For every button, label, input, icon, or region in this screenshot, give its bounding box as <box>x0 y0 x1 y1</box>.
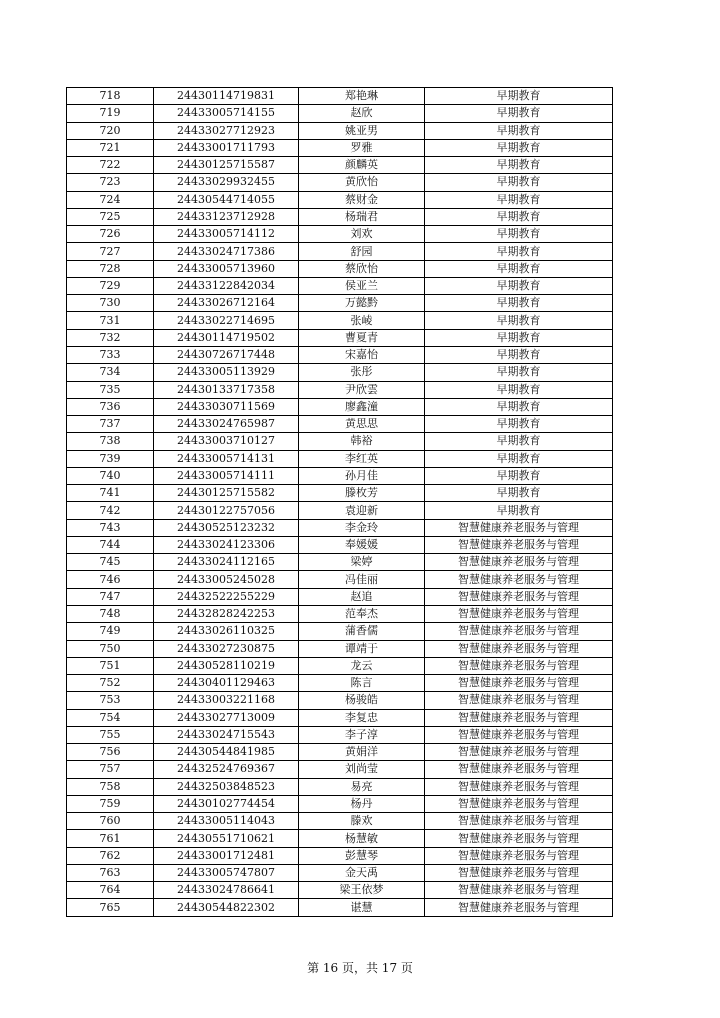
table-row <box>67 122 613 139</box>
table-row <box>67 295 613 312</box>
row-number-cell: 759 <box>67 795 154 812</box>
row-number-cell: 762 <box>67 847 154 864</box>
exam-id-cell: 24433027713009 <box>154 709 299 726</box>
table-row <box>67 882 613 899</box>
row-number-cell: 726 <box>67 226 154 243</box>
student-name-cell: 彭慧琴 <box>299 847 425 864</box>
table-row <box>67 191 613 208</box>
exam-id-cell: 24433024765987 <box>154 416 299 433</box>
student-name-cell: 龙云 <box>299 657 425 674</box>
table-row <box>67 381 613 398</box>
table-row <box>67 778 613 795</box>
major-cell: 智慧健康养老服务与管理 <box>425 709 613 726</box>
student-name-cell: 梁婷 <box>299 554 425 571</box>
major-cell: 智慧健康养老服务与管理 <box>425 536 613 553</box>
exam-id-cell: 24430544714055 <box>154 191 299 208</box>
student-name-cell: 杨丹 <box>299 795 425 812</box>
major-cell: 早期教育 <box>425 450 613 467</box>
student-name-cell: 宋嘉怡 <box>299 346 425 363</box>
table-row <box>67 761 613 778</box>
student-name-cell: 韩裕 <box>299 433 425 450</box>
row-number-cell: 754 <box>67 709 154 726</box>
exam-id-cell: 24433027712923 <box>154 122 299 139</box>
major-cell: 早期教育 <box>425 502 613 519</box>
table-row <box>67 899 613 916</box>
table-row <box>67 536 613 553</box>
table-row <box>67 847 613 864</box>
row-number-cell: 736 <box>67 398 154 415</box>
major-cell: 早期教育 <box>425 122 613 139</box>
student-name-cell: 李复忠 <box>299 709 425 726</box>
major-cell: 智慧健康养老服务与管理 <box>425 554 613 571</box>
exam-id-cell: 24430551710621 <box>154 830 299 847</box>
student-name-cell: 颜麟英 <box>299 157 425 174</box>
student-name-cell: 李金玲 <box>299 519 425 536</box>
table-row <box>67 744 613 761</box>
table-row <box>67 502 613 519</box>
major-cell: 早期教育 <box>425 208 613 225</box>
major-cell: 早期教育 <box>425 398 613 415</box>
student-name-cell: 孙月佳 <box>299 467 425 484</box>
row-number-cell: 728 <box>67 260 154 277</box>
row-number-cell: 757 <box>67 761 154 778</box>
row-number-cell: 743 <box>67 519 154 536</box>
table-row <box>67 346 613 363</box>
exam-id-cell: 24433001712481 <box>154 847 299 864</box>
major-cell: 智慧健康养老服务与管理 <box>425 519 613 536</box>
table-row <box>67 243 613 260</box>
major-cell: 智慧健康养老服务与管理 <box>425 623 613 640</box>
student-name-cell: 蒲香儒 <box>299 623 425 640</box>
exam-id-cell: 24430544841985 <box>154 744 299 761</box>
row-number-cell: 735 <box>67 381 154 398</box>
table-row <box>67 519 613 536</box>
student-name-cell: 金天禹 <box>299 864 425 881</box>
table-row <box>67 640 613 657</box>
exam-id-cell: 24433030711569 <box>154 398 299 415</box>
major-cell: 智慧健康养老服务与管理 <box>425 778 613 795</box>
exam-id-cell: 24430125715587 <box>154 157 299 174</box>
row-number-cell: 756 <box>67 744 154 761</box>
table-row <box>67 450 613 467</box>
exam-id-cell: 24433022714695 <box>154 312 299 329</box>
table-row <box>67 398 613 415</box>
exam-id-cell: 24433001711793 <box>154 139 299 156</box>
table-row <box>67 174 613 191</box>
exam-id-cell: 24433026110325 <box>154 623 299 640</box>
student-name-cell: 张彤 <box>299 364 425 381</box>
exam-id-cell: 24430114719831 <box>154 88 299 105</box>
row-number-cell: 760 <box>67 813 154 830</box>
row-number-cell: 719 <box>67 105 154 122</box>
major-cell: 智慧健康养老服务与管理 <box>425 571 613 588</box>
exam-id-cell: 24430122757056 <box>154 502 299 519</box>
row-number-cell: 725 <box>67 208 154 225</box>
row-number-cell: 748 <box>67 605 154 622</box>
student-name-cell: 奉媛媛 <box>299 536 425 553</box>
exam-id-cell: 24433005713960 <box>154 260 299 277</box>
student-name-cell: 袁迎新 <box>299 502 425 519</box>
major-cell: 早期教育 <box>425 416 613 433</box>
exam-id-cell: 24433029932455 <box>154 174 299 191</box>
table-row <box>67 208 613 225</box>
student-name-cell: 张崚 <box>299 312 425 329</box>
row-number-cell: 753 <box>67 692 154 709</box>
row-number-cell: 740 <box>67 467 154 484</box>
row-number-cell: 744 <box>67 536 154 553</box>
major-cell: 智慧健康养老服务与管理 <box>425 588 613 605</box>
student-name-cell: 范奉杰 <box>299 605 425 622</box>
exam-id-cell: 24430125715582 <box>154 485 299 502</box>
exam-id-cell: 24433123712928 <box>154 208 299 225</box>
row-number-cell: 751 <box>67 657 154 674</box>
row-number-cell: 732 <box>67 329 154 346</box>
exam-id-cell: 24430401129463 <box>154 675 299 692</box>
major-cell: 智慧健康养老服务与管理 <box>425 640 613 657</box>
exam-id-cell: 24433005245028 <box>154 571 299 588</box>
row-number-cell: 733 <box>67 346 154 363</box>
exam-id-cell: 24430528110219 <box>154 657 299 674</box>
student-name-cell: 冯佳丽 <box>299 571 425 588</box>
major-cell: 智慧健康养老服务与管理 <box>425 657 613 674</box>
major-cell: 智慧健康养老服务与管理 <box>425 675 613 692</box>
major-cell: 智慧健康养老服务与管理 <box>425 744 613 761</box>
exam-id-cell: 24433003221168 <box>154 692 299 709</box>
major-cell: 智慧健康养老服务与管理 <box>425 813 613 830</box>
page-number: 第 16 页，共 17 页 <box>307 961 413 975</box>
row-number-cell: 745 <box>67 554 154 571</box>
student-list-table <box>66 87 613 917</box>
table-row <box>67 554 613 571</box>
table-body <box>67 88 613 917</box>
table-row <box>67 813 613 830</box>
row-number-cell: 729 <box>67 277 154 294</box>
exam-id-cell: 24433005714111 <box>154 467 299 484</box>
table-row <box>67 675 613 692</box>
row-number-cell: 749 <box>67 623 154 640</box>
student-name-cell: 陈言 <box>299 675 425 692</box>
table-row <box>67 157 613 174</box>
student-name-cell: 杨慧敏 <box>299 830 425 847</box>
table-row <box>67 433 613 450</box>
row-number-cell: 747 <box>67 588 154 605</box>
table-row <box>67 795 613 812</box>
major-cell: 早期教育 <box>425 243 613 260</box>
student-name-cell: 罗雅 <box>299 139 425 156</box>
student-name-cell: 侯亚兰 <box>299 277 425 294</box>
table-row <box>67 364 613 381</box>
exam-id-cell: 24433005114043 <box>154 813 299 830</box>
student-name-cell: 姚亚男 <box>299 122 425 139</box>
major-cell: 早期教育 <box>425 346 613 363</box>
student-name-cell: 滕欢 <box>299 813 425 830</box>
major-cell: 智慧健康养老服务与管理 <box>425 847 613 864</box>
major-cell: 早期教育 <box>425 174 613 191</box>
student-name-cell: 郑艳琳 <box>299 88 425 105</box>
student-name-cell: 廖鑫潼 <box>299 398 425 415</box>
major-cell: 早期教育 <box>425 139 613 156</box>
exam-id-cell: 24430544822302 <box>154 899 299 916</box>
major-cell: 早期教育 <box>425 329 613 346</box>
table-row <box>67 260 613 277</box>
table-row <box>67 623 613 640</box>
exam-id-cell: 24430525123232 <box>154 519 299 536</box>
exam-id-cell: 24433005113929 <box>154 364 299 381</box>
exam-id-cell: 24433024715543 <box>154 726 299 743</box>
row-number-cell: 739 <box>67 450 154 467</box>
exam-id-cell: 24430133717358 <box>154 381 299 398</box>
row-number-cell: 722 <box>67 157 154 174</box>
major-cell: 早期教育 <box>425 191 613 208</box>
table-row <box>67 605 613 622</box>
table-row <box>67 571 613 588</box>
student-name-cell: 万懿黔 <box>299 295 425 312</box>
row-number-cell: 727 <box>67 243 154 260</box>
exam-id-cell: 24432522255229 <box>154 588 299 605</box>
row-number-cell: 741 <box>67 485 154 502</box>
exam-id-cell: 24433005714112 <box>154 226 299 243</box>
student-name-cell: 刘欢 <box>299 226 425 243</box>
exam-id-cell: 24433005714155 <box>154 105 299 122</box>
row-number-cell: 721 <box>67 139 154 156</box>
row-number-cell: 764 <box>67 882 154 899</box>
major-cell: 早期教育 <box>425 277 613 294</box>
major-cell: 智慧健康养老服务与管理 <box>425 795 613 812</box>
table-row <box>67 709 613 726</box>
major-cell: 早期教育 <box>425 226 613 243</box>
table-row <box>67 726 613 743</box>
student-name-cell: 尹欣雲 <box>299 381 425 398</box>
student-name-cell: 杨瑞君 <box>299 208 425 225</box>
major-cell: 早期教育 <box>425 381 613 398</box>
row-number-cell: 746 <box>67 571 154 588</box>
row-number-cell: 752 <box>67 675 154 692</box>
major-cell: 智慧健康养老服务与管理 <box>425 605 613 622</box>
major-cell: 智慧健康养老服务与管理 <box>425 899 613 916</box>
table-row <box>67 485 613 502</box>
row-number-cell: 737 <box>67 416 154 433</box>
student-name-cell: 蔡欣怡 <box>299 260 425 277</box>
major-cell: 早期教育 <box>425 105 613 122</box>
exam-id-cell: 24430102774454 <box>154 795 299 812</box>
row-number-cell: 758 <box>67 778 154 795</box>
exam-id-cell: 24433024123306 <box>154 536 299 553</box>
row-number-cell: 720 <box>67 122 154 139</box>
exam-id-cell: 24433024112165 <box>154 554 299 571</box>
student-name-cell: 蔡财金 <box>299 191 425 208</box>
exam-id-cell: 24432503848523 <box>154 778 299 795</box>
row-number-cell: 730 <box>67 295 154 312</box>
table-row <box>67 139 613 156</box>
student-name-cell: 杨骏皓 <box>299 692 425 709</box>
student-name-cell: 赵追 <box>299 588 425 605</box>
exam-id-cell: 24433003710127 <box>154 433 299 450</box>
row-number-cell: 755 <box>67 726 154 743</box>
row-number-cell: 763 <box>67 864 154 881</box>
table-row <box>67 830 613 847</box>
student-name-cell: 刘尚莹 <box>299 761 425 778</box>
major-cell: 早期教育 <box>425 295 613 312</box>
student-name-cell: 谌慧 <box>299 899 425 916</box>
student-name-cell: 黄娟洋 <box>299 744 425 761</box>
row-number-cell: 765 <box>67 899 154 916</box>
major-cell: 早期教育 <box>425 433 613 450</box>
table-row <box>67 692 613 709</box>
major-cell: 智慧健康养老服务与管理 <box>425 864 613 881</box>
row-number-cell: 734 <box>67 364 154 381</box>
major-cell: 早期教育 <box>425 88 613 105</box>
table-row <box>67 864 613 881</box>
row-number-cell: 742 <box>67 502 154 519</box>
exam-id-cell: 24433005714131 <box>154 450 299 467</box>
student-name-cell: 曹夏青 <box>299 329 425 346</box>
exam-id-cell: 24430114719502 <box>154 329 299 346</box>
exam-id-cell: 24433026712164 <box>154 295 299 312</box>
exam-id-cell: 24433122842034 <box>154 277 299 294</box>
exam-id-cell: 24430726717448 <box>154 346 299 363</box>
student-name-cell: 黄思思 <box>299 416 425 433</box>
major-cell: 智慧健康养老服务与管理 <box>425 882 613 899</box>
major-cell: 早期教育 <box>425 312 613 329</box>
row-number-cell: 738 <box>67 433 154 450</box>
major-cell: 智慧健康养老服务与管理 <box>425 692 613 709</box>
table-row <box>67 657 613 674</box>
exam-id-cell: 24432524769367 <box>154 761 299 778</box>
student-name-cell: 舒园 <box>299 243 425 260</box>
major-cell: 早期教育 <box>425 157 613 174</box>
row-number-cell: 761 <box>67 830 154 847</box>
major-cell: 早期教育 <box>425 260 613 277</box>
major-cell: 智慧健康养老服务与管理 <box>425 761 613 778</box>
table-row <box>67 329 613 346</box>
student-name-cell: 梁王依梦 <box>299 882 425 899</box>
table-row <box>67 88 613 105</box>
student-name-cell: 易亮 <box>299 778 425 795</box>
student-name-cell: 李红英 <box>299 450 425 467</box>
exam-id-cell: 24433005747807 <box>154 864 299 881</box>
table-row <box>67 226 613 243</box>
table-row <box>67 588 613 605</box>
exam-id-cell: 24433024786641 <box>154 882 299 899</box>
major-cell: 早期教育 <box>425 364 613 381</box>
exam-id-cell: 24433027230875 <box>154 640 299 657</box>
exam-id-cell: 24433024717386 <box>154 243 299 260</box>
table-row <box>67 277 613 294</box>
table-row <box>67 312 613 329</box>
student-name-cell: 李子淳 <box>299 726 425 743</box>
major-cell: 智慧健康养老服务与管理 <box>425 726 613 743</box>
table-row <box>67 105 613 122</box>
student-name-cell: 谭靖于 <box>299 640 425 657</box>
row-number-cell: 724 <box>67 191 154 208</box>
row-number-cell: 750 <box>67 640 154 657</box>
exam-id-cell: 24432828242253 <box>154 605 299 622</box>
row-number-cell: 718 <box>67 88 154 105</box>
major-cell: 早期教育 <box>425 467 613 484</box>
student-name-cell: 滕枚芳 <box>299 485 425 502</box>
row-number-cell: 731 <box>67 312 154 329</box>
major-cell: 智慧健康养老服务与管理 <box>425 830 613 847</box>
student-name-cell: 黄欣怡 <box>299 174 425 191</box>
table-row <box>67 416 613 433</box>
student-name-cell: 赵欣 <box>299 105 425 122</box>
table-row <box>67 467 613 484</box>
major-cell: 早期教育 <box>425 485 613 502</box>
row-number-cell: 723 <box>67 174 154 191</box>
